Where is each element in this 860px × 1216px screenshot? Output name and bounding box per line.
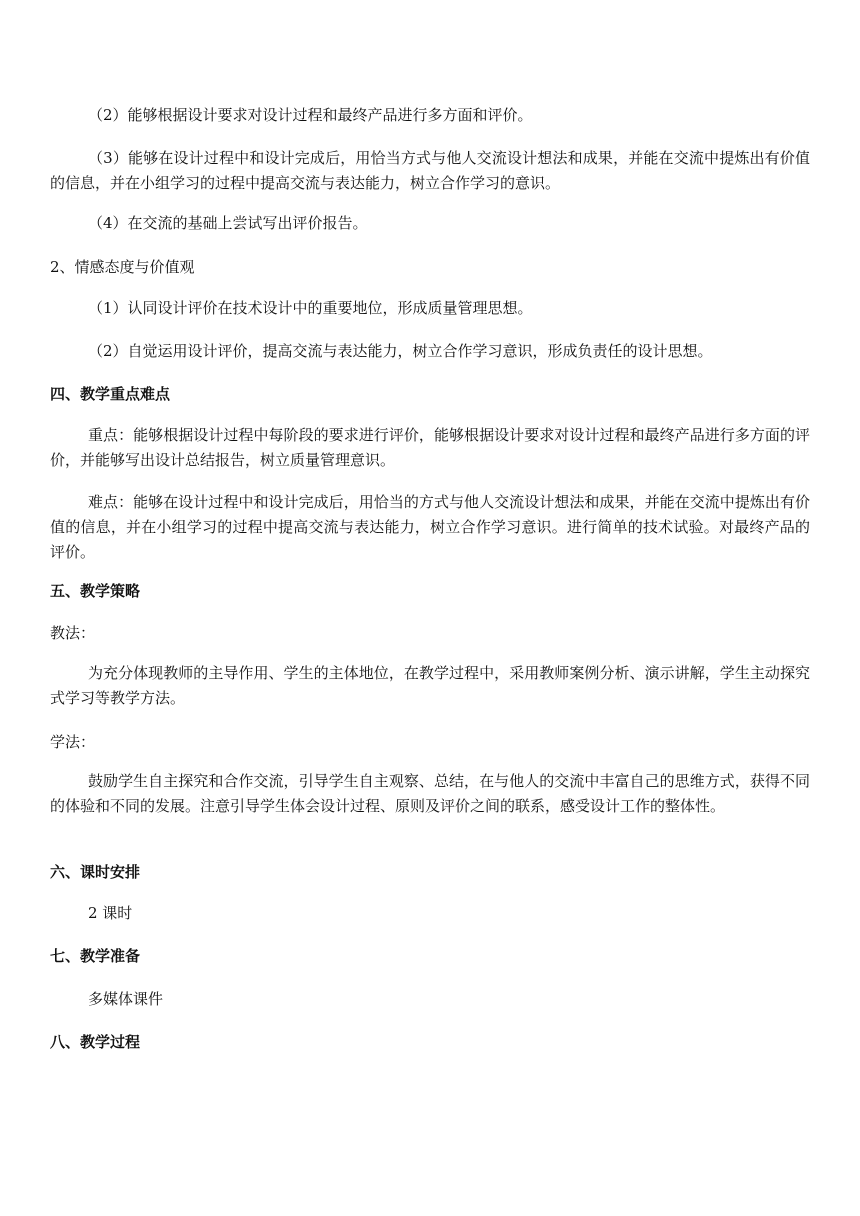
difficult-point-paragraph: 难点：能够在设计过程中和设计完成后，用恰当的方式与他人交流设计想法和成果，并能在交流中提炼出有价值的信息，并在小组学习的过程中提高交流与表达能力，树立合作学习意识。进行简单的技术试验。对最终产品的评价。: [50, 493, 810, 561]
learning-method-label: 学法：: [50, 733, 96, 751]
heading-class-hours: 六、课时安排: [50, 863, 141, 881]
objective-item-3: （3）能够在设计过程中和设计完成后，用恰当方式与他人交流设计想法和成果，并能在交流中提炼出有价值的信息，并在小组学习的过程中提高交流与表达能力，树立合作学习的意识。: [50, 149, 810, 192]
key-point-paragraph: 重点：能够根据设计过程中每阶段的要求进行评价，能够根据设计要求对设计过程和最终产品进行多方面的评价，并能够写出设计总结报告，树立质量管理意识。: [50, 426, 810, 469]
objective-item-2: （2）能够根据设计要求对设计过程和最终产品进行多方面和评价。: [88, 106, 533, 124]
teaching-method-paragraph: 为充分体现教师的主导作用、学生的主体地位，在教学过程中，采用教师案例分析、演示讲解，学生主动探究式学习等教学方法。: [50, 664, 810, 707]
objective-item-4: （4）在交流的基础上尝试写出评价报告。: [88, 214, 368, 232]
heading-teaching-strategy: 五、教学策略: [50, 582, 141, 600]
attitude-item-2: （2）自觉运用设计评价，提高交流与表达能力，树立合作学习意识，形成负责任的设计思想。: [88, 342, 713, 360]
class-hours-value: 2 课时: [88, 904, 133, 922]
heading-teaching-process: 八、教学过程: [50, 1033, 141, 1051]
teaching-preparation-value: 多媒体课件: [88, 990, 164, 1008]
heading-key-difficult-points: 四、教学重点难点: [50, 385, 171, 403]
learning-method-paragraph: 鼓励学生自主探究和合作交流，引导学生自主观察、总结，在与他人的交流中丰富自己的思维方式，获得不同的体验和不同的发展。注意引导学生体会设计过程、原则及评价之间的联系，感受设计工作的整体性。: [50, 772, 810, 815]
heading-teaching-preparation: 七、教学准备: [50, 947, 141, 965]
attitude-item-1: （1）认同设计评价在技术设计中的重要地位，形成质量管理思想。: [88, 299, 533, 317]
teaching-method-label: 教法：: [50, 624, 96, 642]
section-2-title: 2、情感态度与价值观: [50, 258, 195, 276]
